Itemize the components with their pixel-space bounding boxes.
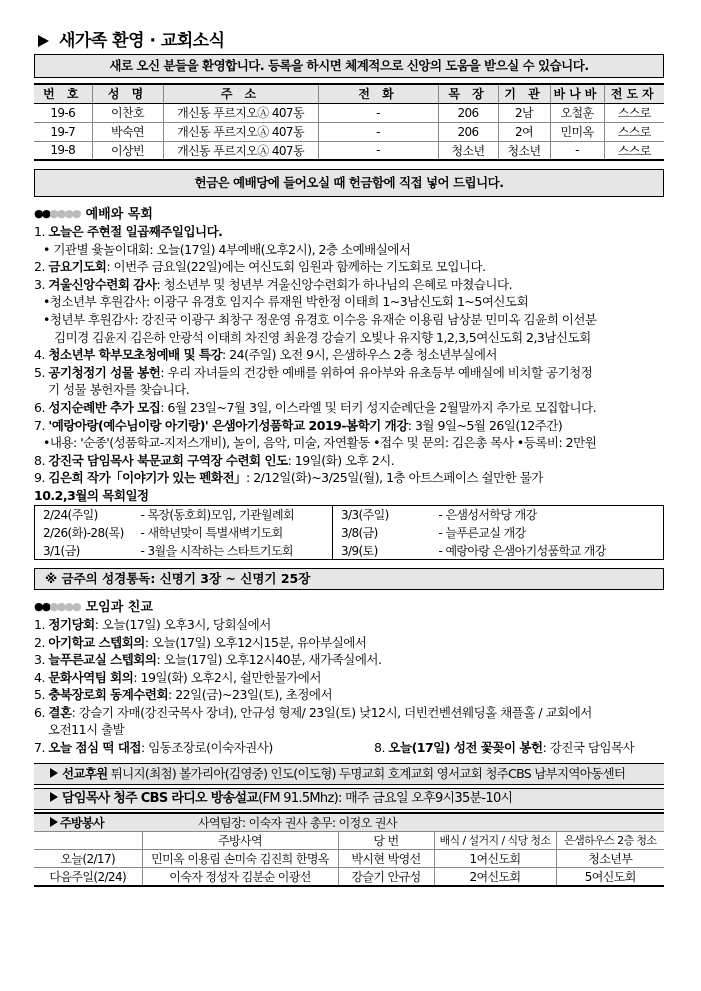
table-row: 19-7 박숙연 개신동 푸르지오Ⓐ 407동 - 206 2여 민미옥 스스로 [34,122,664,141]
list-subitem: •내용: '순종'(성품학교-지저스개비), 놀이, 음악, 미술, 자연활동 •접수 및 문의: 김은총 목사 •등록비: 2만원 [43,435,597,451]
table-header-row [34,84,664,103]
triangle-bullet-icon [38,35,49,47]
list-item: 5. 충북장로회 동계수련회: 22일(금)~23일(토), 초정에서 [34,687,333,703]
table-row: 19-6 이찬호 개신동 푸르지오Ⓐ 407동 - 206 2남 오철훈 스스로 [34,103,664,122]
list-item: 6. 결혼: 강슬기 자매(강진국목사 장녀), 안규성 형제/ 23일(토) 낮12시, 더빈컨벤션웨딩홀 채플홀 / 교회에서 [34,704,592,720]
col-address: 주 소 [163,84,318,103]
lunch-line: 7. 오늘 점심 떡 대접: 임동조장로(이숙자권사) [34,740,273,756]
kitchen-service-table [34,812,664,887]
worship-heading: ●●●●●● 예배와 목회 [34,207,153,222]
offering-notice: 헌금은 예배당에 들어오실 때 헌금함에 직접 넣어 드립니다. [34,169,664,197]
kitchen-header-row: 주방사역 당 번 배식 / 설거지 / 식당 청소 은샘하우스 2층 청소 [34,831,664,849]
col-name: 성 명 [92,84,163,103]
list-item: 4. 청소년부 학부모초청예배 및 특강: 24(주일) 오전 9시, 은샘하우스 2층 청소년부실에서 [34,347,497,363]
fellowship-heading: ●●●●●● 모임과 친교 [34,599,153,615]
worship-list [34,223,664,487]
list-item: 6. 성지순례반 추가 모집: 6월 23일~7월 3일, 이스라엘 및 터키 성지순례단을 2월말까지 추가로 모집합니다. [34,399,597,415]
kitchen-leaders: 사역팀장: 이숙자 권사 총무: 이정오 권사 [142,813,664,832]
list-subitem: •청년부 후원감사: 강진국 이광구 최창구 정운영 유경호 이수응 유재순 이용림 남상분 민미옥 김윤희 이선분 [43,311,597,327]
list-item: 1. 오늘은 주현절 일곱째주일입니다. [34,224,223,239]
col-phone: 전 화 [318,84,438,103]
table-row: 19-8 이상빈 개신동 푸르지오Ⓐ 407동 - 청소년 청소년 - 스스로 [34,141,664,160]
col-mokjang: 목 장 [438,84,498,103]
triangle-bullet-icon [50,792,58,802]
flower-line: 8. 오늘(17일) 성전 꽃꽂이 봉헌: 강진국 담임목사 [374,740,635,756]
list-item: 9. 김은희 작가「이야기가 있는 펜화전」: 2/12일(화)~3/25일(월), 1층 아트스페이스 쉴만한 물가 [34,470,543,486]
col-group: 기 관 [498,84,550,103]
page-title: 새가족 환영 · 교회소식 [34,30,664,52]
triangle-bullet-icon [50,817,58,827]
kitchen-leaders-row [34,813,664,832]
list-subitem: •청소년부 후원감사: 이광구 유경호 임지수 류재원 박한정 이태희 1~3남신도회 1~5여신도회 [43,294,529,310]
list-subitem: • 기관별 윷놀이대회: 오늘(17일) 4부예배(오후2시), 2층 소예배실에서 [43,241,411,257]
list-item: 2. 금요기도회: 이번주 금요일(22일)에는 여신도회 임원과 함께하는 기도회로 모입니다. [34,259,486,275]
list-item: 1. 정기당회: 오늘(17일) 오후3시, 당회실에서 [34,616,271,632]
schedule-title: 10.2,3월의 목회일정 [34,487,149,503]
mission-support-band: 선교후원 튀니지(최첨) 볼가리아(김영중) 인도(이도형) 두명교회 호계교회 영서교회 청주CBS 남부지역아동센터 [34,763,664,785]
list-item: 4. 문화사역팀 회의: 19일(화) 오후2시, 쉴만한물가에서 [34,669,321,685]
fellowship-line-pair [34,739,664,757]
kitchen-label: 주방봉사 [34,813,142,832]
table-row: 3/1(금) - 3월을 시작하는 스타트기도회 3/9(토) - 예랑아랑 은샘아기성품학교 개강 [35,541,664,559]
col-evangelist: 전도자 [604,84,664,103]
radio-sermon-band: 담임목사 청주 CBS 라디오 방송설교(FM 91.5Mhz): 매주 금요일 오후9시35분-10시 [34,788,664,810]
new-family-table [34,83,664,161]
schedule-table [34,505,664,560]
list-item: 8. 강진국 담임목사 북문교회 구역장 수련회 인도: 19일(화) 오후 2시. [34,452,395,468]
list-item: 2. 아기학교 스텝회의: 오늘(17일) 오후12시15분, 유아부실에서 [34,634,367,650]
fellowship-list [34,616,664,739]
list-continuation: 기 성물 봉헌자를 찾습니다. [48,382,190,398]
table-row: 오늘(2/17) 민미옥 이용림 손미숙 김진희 한명옥 박시현 박영선 1여신도회 청소년부 [34,849,664,867]
list-continuation: 김미경 김윤지 김은하 안광석 이태희 차진영 최윤경 강슬기 오빛나 유지향 1,2,3,5여신도회 2,3남신도회 [54,329,591,345]
table-row: 2/26(화)-28(목) - 새학년맞이 특별새벽기도회 3/8(금) - 늘푸른교실 개강 [35,523,664,541]
dots-bullet-icon: ●●●●●● [34,207,80,220]
col-number: 번 호 [34,84,92,103]
list-item: 3. 겨울신앙수련회 감사: 청소년부 및 청년부 겨울신앙수련회가 하나님의 은혜로 마쳤습니다. [34,276,513,292]
bible-reading-banner: ※ 금주의 성경통독: 신명기 3장 ~ 신명기 25장 [34,568,664,590]
table-row: 2/24(주일) - 목장(동호회)모임, 기관월례회 3/3(주일) - 은샘성서학당 개강 [35,505,664,523]
list-item: 7. '예랑아랑(예수님이랑 아기랑)' 은샘아기성품학교 2019-봄학기 개강: 3월 9일~5월 26일(12주간) [34,417,563,433]
table-row: 다음주일(2/24) 이숙자 정성자 김분순 이광선 강슬기 안규성 2여신도회 5여신도회 [34,867,664,886]
welcome-banner: 새로 오신 분들을 환영합니다. 등록을 하시면 체계적으로 신앙의 도움을 받으실 수 있습니다. [34,54,664,78]
col-barnabas: 바나바 [550,84,604,103]
dots-bullet-icon: ●●●●●● [34,599,80,613]
triangle-bullet-icon [50,768,58,778]
list-item: 3. 늘푸른교실 스텝회의: 오늘(17일) 오후12시40분, 새가족실에서. [34,652,382,668]
list-item: 5. 공기청정기 성물 봉헌: 우리 자녀들의 건강한 예배를 위하여 유아부와 유초등부 예배실에 비치할 공기청정 [34,364,593,380]
church-news-page [34,30,664,887]
list-continuation: 오전11시 출발 [48,722,125,738]
